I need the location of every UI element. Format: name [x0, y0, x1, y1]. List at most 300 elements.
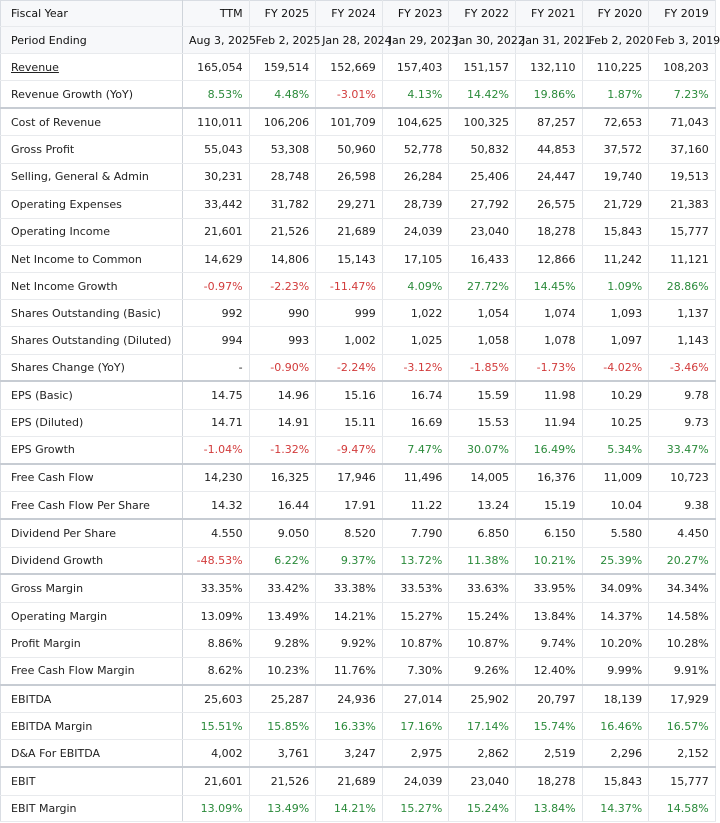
- cell-value: 11.94: [515, 409, 582, 436]
- cell-value: 10.23%: [249, 657, 316, 685]
- cell-value: 27,792: [449, 191, 516, 218]
- cell-value: 33.35%: [183, 574, 250, 602]
- cell-value: 5.34%: [582, 437, 649, 464]
- cell-value: -3.12%: [382, 354, 449, 381]
- cell-value: 1.09%: [582, 273, 649, 300]
- table-row: [1, 245, 716, 272]
- table-row: [1, 795, 716, 822]
- cell-value: 33.38%: [316, 574, 383, 602]
- cell-value: 15.27%: [382, 795, 449, 822]
- cell-value: 21,601: [183, 218, 250, 245]
- cell-value: 50,960: [316, 136, 383, 163]
- period-ending-date: Aug 3, 2025: [183, 27, 250, 54]
- row-label: Net Income to Common: [1, 245, 183, 272]
- cell-value: 8.53%: [183, 81, 250, 108]
- cell-value: 990: [249, 299, 316, 326]
- cell-value: 1,025: [382, 327, 449, 354]
- table-row: [1, 464, 716, 492]
- cell-value: 110,225: [582, 54, 649, 81]
- row-label: Gross Margin: [1, 574, 183, 602]
- cell-value: 14.32: [183, 492, 250, 520]
- cell-value: 7.30%: [382, 657, 449, 685]
- cell-value: 16.57%: [649, 713, 716, 740]
- cell-value: 33.53%: [382, 574, 449, 602]
- cell-value: 100,325: [449, 108, 516, 136]
- cell-value: 152,669: [316, 54, 383, 81]
- cell-value: 11.38%: [449, 547, 516, 574]
- cell-value: 24,447: [515, 163, 582, 190]
- table-row: [1, 657, 716, 685]
- cell-value: 26,598: [316, 163, 383, 190]
- cell-value: 14.21%: [316, 602, 383, 629]
- cell-value: 9.91%: [649, 657, 716, 685]
- cell-value: -11.47%: [316, 273, 383, 300]
- cell-value: 2,975: [382, 739, 449, 767]
- cell-value: 17.14%: [449, 713, 516, 740]
- row-label: Net Income Growth: [1, 273, 183, 300]
- period-header[interactable]: FY 2024: [316, 1, 383, 27]
- cell-value: 2,152: [649, 739, 716, 767]
- fiscal-year-header-row: [1, 1, 716, 27]
- cell-value: 19,513: [649, 163, 716, 190]
- cell-value: 50,832: [449, 136, 516, 163]
- cell-value: 15,777: [649, 218, 716, 245]
- cell-value: 2,519: [515, 739, 582, 767]
- row-label: Free Cash Flow Margin: [1, 657, 183, 685]
- cell-value: -1.32%: [249, 437, 316, 464]
- cell-value: 151,157: [449, 54, 516, 81]
- cell-value: 1,058: [449, 327, 516, 354]
- cell-value: 11.22: [382, 492, 449, 520]
- row-label: Free Cash Flow: [1, 464, 183, 492]
- cell-value: 9.73: [649, 409, 716, 436]
- cell-value: 106,206: [249, 108, 316, 136]
- cell-value: 12,866: [515, 245, 582, 272]
- cell-value: 6.150: [515, 519, 582, 547]
- cell-value: 13.24: [449, 492, 516, 520]
- cell-value: 25,287: [249, 685, 316, 713]
- cell-value: 15.19: [515, 492, 582, 520]
- row-label: Revenue Growth (YoY): [1, 81, 183, 108]
- cell-value: 14,230: [183, 464, 250, 492]
- period-ending-date: Jan 31, 2021: [515, 27, 582, 54]
- cell-value: 17.16%: [382, 713, 449, 740]
- table-row: [1, 273, 716, 300]
- cell-value: 26,284: [382, 163, 449, 190]
- cell-value: 20.27%: [649, 547, 716, 574]
- cell-value: 13.84%: [515, 602, 582, 629]
- cell-value: 21,383: [649, 191, 716, 218]
- cell-value: 992: [183, 299, 250, 326]
- cell-value: 29,271: [316, 191, 383, 218]
- cell-value: 4.48%: [249, 81, 316, 108]
- cell-value: 110,011: [183, 108, 250, 136]
- cell-value: 1,137: [649, 299, 716, 326]
- cell-value: 9.99%: [582, 657, 649, 685]
- row-label: Shares Outstanding (Diluted): [1, 327, 183, 354]
- cell-value: 16.74: [382, 381, 449, 409]
- table-row: [1, 108, 716, 136]
- period-header[interactable]: FY 2023: [382, 1, 449, 27]
- row-label: EBITDA Margin: [1, 713, 183, 740]
- cell-value: 14,629: [183, 245, 250, 272]
- cell-value: 6.22%: [249, 547, 316, 574]
- cell-value: 16.33%: [316, 713, 383, 740]
- cell-value: 25,406: [449, 163, 516, 190]
- cell-value: 18,278: [515, 218, 582, 245]
- cell-value: 10.20%: [582, 630, 649, 657]
- cell-value: 34.34%: [649, 574, 716, 602]
- row-label: Free Cash Flow Per Share: [1, 492, 183, 520]
- cell-value: 4.09%: [382, 273, 449, 300]
- row-label: EBIT Margin: [1, 795, 183, 822]
- cell-value: 72,653: [582, 108, 649, 136]
- period-header[interactable]: FY 2019: [649, 1, 716, 27]
- cell-value: 159,514: [249, 54, 316, 81]
- cell-value: 24,039: [382, 767, 449, 795]
- cell-value: -9.47%: [316, 437, 383, 464]
- cell-value: 15.24%: [449, 602, 516, 629]
- cell-value: 14.71: [183, 409, 250, 436]
- cell-value: 21,689: [316, 767, 383, 795]
- cell-value: 24,936: [316, 685, 383, 713]
- table-row: [1, 136, 716, 163]
- cell-value: 18,278: [515, 767, 582, 795]
- table-row: [1, 54, 716, 81]
- cell-value: 33.63%: [449, 574, 516, 602]
- cell-value: 13.09%: [183, 602, 250, 629]
- cell-value: 2,862: [449, 739, 516, 767]
- period-ending-label: Period Ending: [1, 27, 183, 54]
- cell-value: 1,093: [582, 299, 649, 326]
- cell-value: 16,376: [515, 464, 582, 492]
- table-row: [1, 492, 716, 520]
- table-row: [1, 519, 716, 547]
- cell-value: 9.38: [649, 492, 716, 520]
- cell-value: 9.37%: [316, 547, 383, 574]
- cell-value: 28,748: [249, 163, 316, 190]
- cell-value: 1,078: [515, 327, 582, 354]
- cell-value: 37,572: [582, 136, 649, 163]
- period-header[interactable]: FY 2020: [582, 1, 649, 27]
- cell-value: 24,039: [382, 218, 449, 245]
- cell-value: 15,777: [649, 767, 716, 795]
- cell-value: 16.49%: [515, 437, 582, 464]
- row-label: EBIT: [1, 767, 183, 795]
- cell-value: 30.07%: [449, 437, 516, 464]
- cell-value: 994: [183, 327, 250, 354]
- cell-value: 165,054: [183, 54, 250, 81]
- cell-value: 44,853: [515, 136, 582, 163]
- cell-value: 1,022: [382, 299, 449, 326]
- cell-value: 26,575: [515, 191, 582, 218]
- cell-value: 87,257: [515, 108, 582, 136]
- cell-value: 11.98: [515, 381, 582, 409]
- cell-value: 15.59: [449, 381, 516, 409]
- cell-value: 10,723: [649, 464, 716, 492]
- cell-value: 20,797: [515, 685, 582, 713]
- cell-value: 993: [249, 327, 316, 354]
- cell-value: 9.26%: [449, 657, 516, 685]
- cell-value: -2.23%: [249, 273, 316, 300]
- period-ending-date: Feb 2, 2020: [582, 27, 649, 54]
- cell-value: 25,902: [449, 685, 516, 713]
- period-header[interactable]: FY 2022: [449, 1, 516, 27]
- row-label: EPS (Diluted): [1, 409, 183, 436]
- cell-value: 8.86%: [183, 630, 250, 657]
- table-row: [1, 602, 716, 629]
- cell-value: 14.37%: [582, 795, 649, 822]
- cell-value: 53,308: [249, 136, 316, 163]
- cell-value: 4.13%: [382, 81, 449, 108]
- cell-value: 15.11: [316, 409, 383, 436]
- cell-value: 15.85%: [249, 713, 316, 740]
- cell-value: 33.95%: [515, 574, 582, 602]
- cell-value: 4.450: [649, 519, 716, 547]
- cell-value: 10.25: [582, 409, 649, 436]
- cell-value: 157,403: [382, 54, 449, 81]
- table-row: [1, 191, 716, 218]
- cell-value: 71,043: [649, 108, 716, 136]
- cell-value: 8.520: [316, 519, 383, 547]
- cell-value: 13.72%: [382, 547, 449, 574]
- cell-value: 21,729: [582, 191, 649, 218]
- table-row: [1, 354, 716, 381]
- cell-value: 10.21%: [515, 547, 582, 574]
- row-label: Gross Profit: [1, 136, 183, 163]
- cell-value: 23,040: [449, 218, 516, 245]
- cell-value: 52,778: [382, 136, 449, 163]
- cell-value: 15.74%: [515, 713, 582, 740]
- cell-value: 9.78: [649, 381, 716, 409]
- cell-value: 28,739: [382, 191, 449, 218]
- cell-value: 14.45%: [515, 273, 582, 300]
- cell-value: 21,601: [183, 767, 250, 795]
- cell-value: 101,709: [316, 108, 383, 136]
- cell-value: 1,143: [649, 327, 716, 354]
- cell-value: -48.53%: [183, 547, 250, 574]
- table-row: [1, 630, 716, 657]
- cell-value: 1,002: [316, 327, 383, 354]
- cell-value: 11,121: [649, 245, 716, 272]
- row-label: Shares Outstanding (Basic): [1, 299, 183, 326]
- cell-value: 14,806: [249, 245, 316, 272]
- cell-value: 15.16: [316, 381, 383, 409]
- cell-value: 10.87%: [449, 630, 516, 657]
- row-label: Dividend Growth: [1, 547, 183, 574]
- cell-value: 11,496: [382, 464, 449, 492]
- cell-value: -3.01%: [316, 81, 383, 108]
- cell-value: 30,231: [183, 163, 250, 190]
- cell-value: 33,442: [183, 191, 250, 218]
- row-label: Operating Income: [1, 218, 183, 245]
- cell-value: -: [183, 354, 250, 381]
- cell-value: 9.92%: [316, 630, 383, 657]
- cell-value: 13.84%: [515, 795, 582, 822]
- cell-value: 8.62%: [183, 657, 250, 685]
- cell-value: 14,005: [449, 464, 516, 492]
- cell-value: 34.09%: [582, 574, 649, 602]
- cell-value: 28.86%: [649, 273, 716, 300]
- cell-value: 16.69: [382, 409, 449, 436]
- period-ending-date: Jan 28, 2024: [316, 27, 383, 54]
- period-ending-row: [1, 27, 716, 54]
- cell-value: 25.39%: [582, 547, 649, 574]
- period-header[interactable]: FY 2021: [515, 1, 582, 27]
- period-ending-date: Feb 2, 2025: [249, 27, 316, 54]
- table-row: [1, 713, 716, 740]
- cell-value: -2.24%: [316, 354, 383, 381]
- cell-value: 15,143: [316, 245, 383, 272]
- cell-value: 15,843: [582, 767, 649, 795]
- cell-value: 15.53: [449, 409, 516, 436]
- table-row: [1, 685, 716, 713]
- cell-value: 1,054: [449, 299, 516, 326]
- cell-value: 19.86%: [515, 81, 582, 108]
- cell-value: 3,247: [316, 739, 383, 767]
- cell-value: 23,040: [449, 767, 516, 795]
- cell-value: 14.21%: [316, 795, 383, 822]
- cell-value: 13.09%: [183, 795, 250, 822]
- table-row: [1, 163, 716, 190]
- cell-value: 15,843: [582, 218, 649, 245]
- table-row: [1, 574, 716, 602]
- row-label: Operating Margin: [1, 602, 183, 629]
- cell-value: -1.73%: [515, 354, 582, 381]
- table-row: [1, 81, 716, 108]
- row-label: D&A For EBITDA: [1, 739, 183, 767]
- row-label: EPS (Basic): [1, 381, 183, 409]
- cell-value: 17.91: [316, 492, 383, 520]
- table-row: [1, 218, 716, 245]
- cell-value: 1.87%: [582, 81, 649, 108]
- cell-value: 16,433: [449, 245, 516, 272]
- cell-value: 14.58%: [649, 795, 716, 822]
- cell-value: 37,160: [649, 136, 716, 163]
- row-label: Operating Expenses: [1, 191, 183, 218]
- table-row: [1, 409, 716, 436]
- cell-value: 6.850: [449, 519, 516, 547]
- period-header[interactable]: TTM: [183, 1, 250, 27]
- cell-value: 104,625: [382, 108, 449, 136]
- cell-value: -0.97%: [183, 273, 250, 300]
- cell-value: 31,782: [249, 191, 316, 218]
- cell-value: -3.46%: [649, 354, 716, 381]
- period-ending-date: Jan 30, 2022: [449, 27, 516, 54]
- cell-value: 14.75: [183, 381, 250, 409]
- table-row: [1, 767, 716, 795]
- cell-value: 14.58%: [649, 602, 716, 629]
- cell-value: 1,074: [515, 299, 582, 326]
- cell-value: 7.790: [382, 519, 449, 547]
- row-label: Dividend Per Share: [1, 519, 183, 547]
- table-row: [1, 437, 716, 464]
- table-row: [1, 739, 716, 767]
- cell-value: -4.02%: [582, 354, 649, 381]
- cell-value: 21,526: [249, 218, 316, 245]
- cell-value: 33.42%: [249, 574, 316, 602]
- table-row: [1, 381, 716, 409]
- cell-value: 13.49%: [249, 795, 316, 822]
- cell-value: 7.47%: [382, 437, 449, 464]
- cell-value: 9.74%: [515, 630, 582, 657]
- period-ending-date: Feb 3, 2019: [649, 27, 716, 54]
- cell-value: 13.49%: [249, 602, 316, 629]
- cell-value: 14.42%: [449, 81, 516, 108]
- row-label: Shares Change (YoY): [1, 354, 183, 381]
- row-label: Cost of Revenue: [1, 108, 183, 136]
- cell-value: 11,009: [582, 464, 649, 492]
- cell-value: 3,761: [249, 739, 316, 767]
- cell-value: 10.28%: [649, 630, 716, 657]
- cell-value: 7.23%: [649, 81, 716, 108]
- row-label: Profit Margin: [1, 630, 183, 657]
- cell-value: 16.46%: [582, 713, 649, 740]
- cell-value: 9.050: [249, 519, 316, 547]
- cell-value: 15.51%: [183, 713, 250, 740]
- row-label: EBITDA: [1, 685, 183, 713]
- cell-value: 14.37%: [582, 602, 649, 629]
- table-row: [1, 547, 716, 574]
- cell-value: 14.91: [249, 409, 316, 436]
- cell-value: 15.24%: [449, 795, 516, 822]
- table-row: [1, 327, 716, 354]
- cell-value: 27,014: [382, 685, 449, 713]
- cell-value: 18,139: [582, 685, 649, 713]
- cell-value: 15.27%: [382, 602, 449, 629]
- cell-value: -0.90%: [249, 354, 316, 381]
- cell-value: 21,689: [316, 218, 383, 245]
- cell-value: 14.96: [249, 381, 316, 409]
- cell-value: 27.72%: [449, 273, 516, 300]
- row-label: Selling, General & Admin: [1, 163, 183, 190]
- cell-value: 132,110: [515, 54, 582, 81]
- cell-value: 4,002: [183, 739, 250, 767]
- cell-value: 1,097: [582, 327, 649, 354]
- cell-value: 16,325: [249, 464, 316, 492]
- cell-value: 5.580: [582, 519, 649, 547]
- fiscal-year-label: Fiscal Year: [1, 1, 183, 27]
- cell-value: -1.85%: [449, 354, 516, 381]
- cell-value: 2,296: [582, 739, 649, 767]
- cell-value: 11.76%: [316, 657, 383, 685]
- cell-value: 9.28%: [249, 630, 316, 657]
- cell-value: 19,740: [582, 163, 649, 190]
- period-ending-date: Jan 29, 2023: [382, 27, 449, 54]
- table-row: [1, 299, 716, 326]
- cell-value: 4.550: [183, 519, 250, 547]
- cell-value: 10.29: [582, 381, 649, 409]
- cell-value: 17,946: [316, 464, 383, 492]
- cell-value: 17,105: [382, 245, 449, 272]
- cell-value: 108,203: [649, 54, 716, 81]
- cell-value: 10.87%: [382, 630, 449, 657]
- row-label: EPS Growth: [1, 437, 183, 464]
- cell-value: 11,242: [582, 245, 649, 272]
- cell-value: 999: [316, 299, 383, 326]
- cell-value: 25,603: [183, 685, 250, 713]
- cell-value: 55,043: [183, 136, 250, 163]
- period-header[interactable]: FY 2025: [249, 1, 316, 27]
- cell-value: 10.04: [582, 492, 649, 520]
- cell-value: 21,526: [249, 767, 316, 795]
- cell-value: 33.47%: [649, 437, 716, 464]
- cell-value: 16.44: [249, 492, 316, 520]
- cell-value: 17,929: [649, 685, 716, 713]
- row-label[interactable]: Revenue: [1, 54, 183, 81]
- cell-value: -1.04%: [183, 437, 250, 464]
- cell-value: 12.40%: [515, 657, 582, 685]
